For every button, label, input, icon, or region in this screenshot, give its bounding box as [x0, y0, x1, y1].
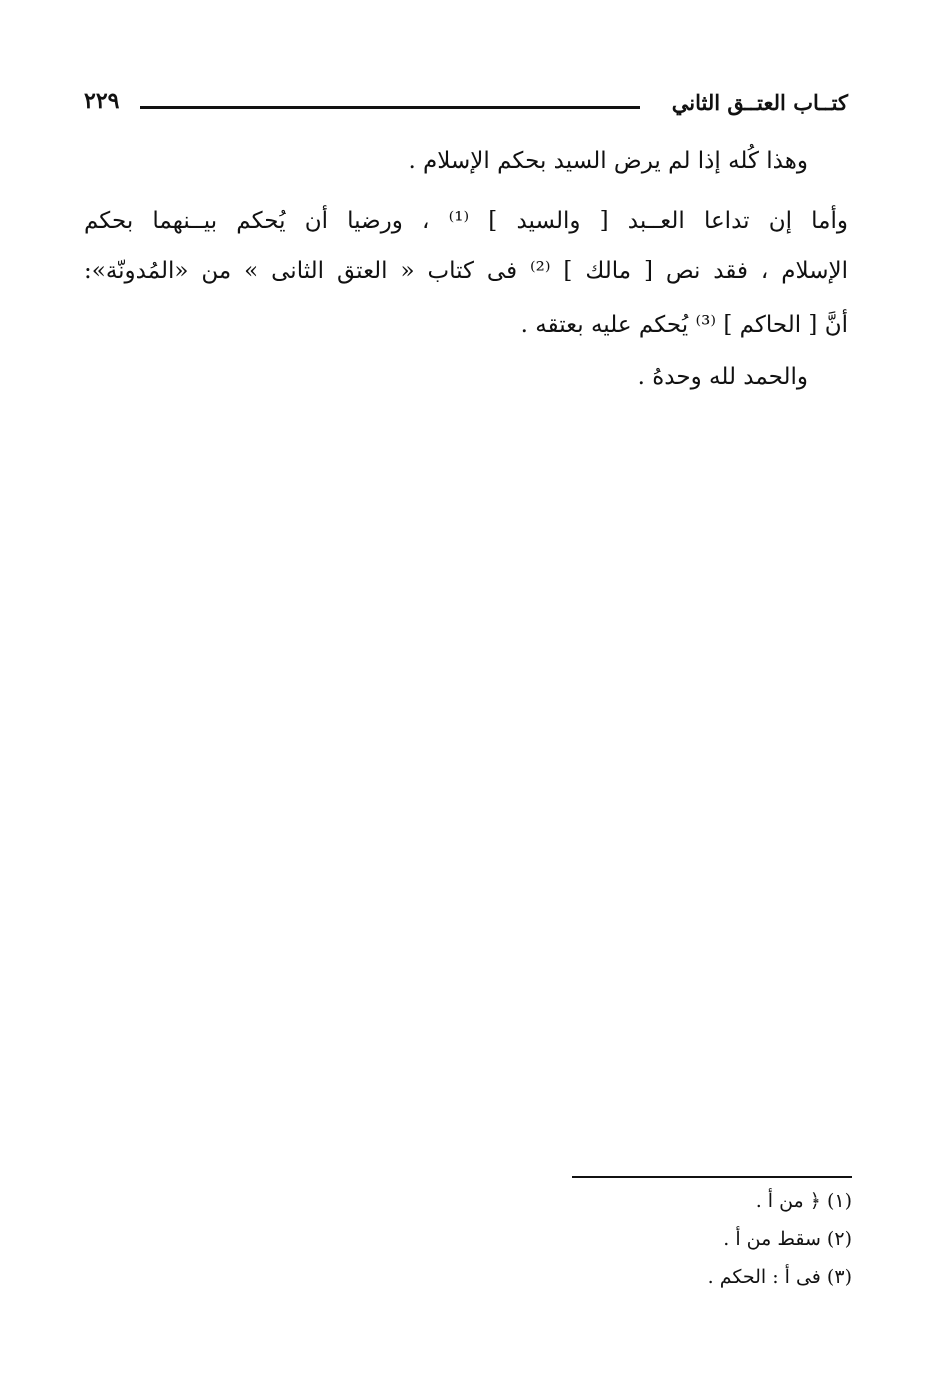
- body-line: وهذا كُله إذا لم يرض السيد بحكم الإسلام .: [408, 148, 808, 174]
- page-number: ٢٢٩: [84, 88, 120, 114]
- footnote: (١) ﴿ من أ .: [755, 1190, 852, 1212]
- footnote-rule: [572, 1176, 852, 1178]
- running-title: كتــاب العتــق الثاني: [671, 90, 848, 115]
- footnote: (٢) سقط من أ .: [723, 1228, 852, 1250]
- body-line: وأما إن تداعا العــبد [ والسيد ] ⁽¹⁾ ، ورضيا أن يُحكم بيــنهما بحكم: [84, 208, 848, 234]
- body-line: الإسلام ، فقد نص [ مالك ] ⁽²⁾ فى كتاب « العتق الثانى » من «المُدونّة»:: [84, 258, 848, 284]
- footnote: (٣) فى أ : الحكم .: [707, 1266, 852, 1288]
- header-rule: [140, 106, 640, 109]
- body-line: أنَّ [ الحاكم ] ⁽³⁾ يُحكم عليه بعتقه .: [520, 312, 848, 338]
- body-line: والحمد لله وحدهُ .: [637, 364, 808, 390]
